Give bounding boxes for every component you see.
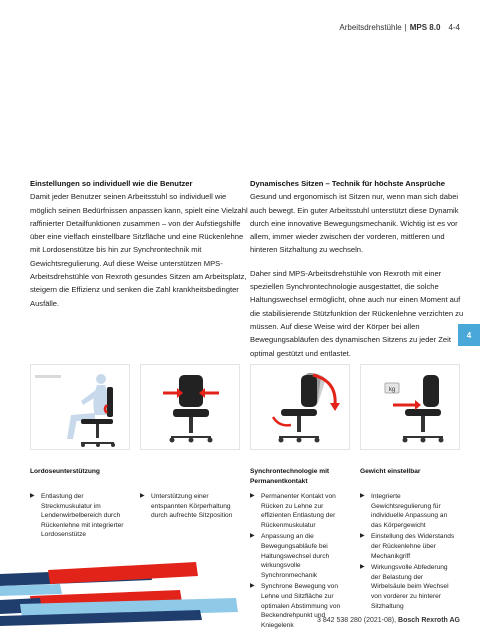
list-item [250,532,346,580]
arrow-right-icon: ▶ [30,493,35,499]
bullets-synchron [250,492,346,632]
footer-code: 3 842 538 280 (2021-08), [317,617,397,624]
list-item [140,492,236,521]
right-paragraph-1: Gesund und ergonomisch ist Sitzen nur, wenn man sich dabei auch bewegt. Ein guter Arbeitsstuhl unterstützt diese Dynamik durch eine innovative Bewegungsmechanik. Wichtig ist es vor allem, immer wieder zwischen der vorderen, mittleren und hinteren Sitzhaltung zu wechseln. [250,192,459,255]
bullets-lordose [30,492,126,542]
figure-weight [360,364,460,450]
bullet-text: Unterstützung einer entspannten Körperhaltung durch aufrechte Sitzposition [151,493,233,520]
chair-front-illustration [141,365,240,450]
decorative-stripes [0,560,240,640]
list-item [360,532,456,561]
arrow-right-icon: ▶ [360,564,365,571]
caption-lordose: Lordoseunterstützung [30,468,100,475]
list-item [30,492,126,540]
arrow-right-icon: ▶ [360,533,365,540]
weight-kg-label: kg [388,387,396,393]
list-item [360,563,456,611]
figure-synchron [250,364,350,450]
figure-upright-support [140,364,240,450]
lordose-illustration [31,365,130,450]
synchron-chair-illustration [251,365,350,450]
page-footer [317,617,460,624]
bullet-text: Synchrone Bewegung von Lehne und Sitzfläche zur optimalen Abstimmung von Beckendrehpunkt und Kniegelenk [261,583,341,629]
arrow-right-icon: ▶ [250,533,255,540]
figure-lordose [30,364,130,450]
bullet-text: Anpassung an die Bewegungsabläufe bei Haltungswechsel durch wirkungsvolle Synchronmechanik [261,533,330,579]
header-title: Arbeitsdrehstühle [339,23,402,32]
left-body: Damit jeder Benutzer seinen Arbeitsstuhl so individuell wie möglich seinen Bedürfnissen anpassen kann, spielt eine Vielzahl raffinierter Detailfunktionen zusammen – von der Aufstiegshilfe über eine vielfach einstellbare Sitzfläche und eine Rückenlehne mit Lordosenstütze bis hin zur Synchrontechnik mit Gewichtsregulierung. Auf diese Weise unterstützen MPS-Arbeitsdrehstühle von Rexroth gesundes Sitzen am Arbeitsplatz, steigern die Effizienz und senken die Zahl krankheitsbedingter Ausfälle. [30,192,248,308]
page-header [339,23,460,32]
page-number: 4-4 [448,23,460,32]
bullets-upright [140,492,236,523]
list-item [250,492,346,530]
left-heading: Einstellungen so individuell wie die Benutzer [30,179,193,188]
footer-brand: Bosch Rexroth AG [398,617,460,624]
weight-chair-illustration [361,365,460,450]
arrow-right-icon: ▶ [250,583,255,590]
list-item [360,492,456,530]
arrow-right-icon: ▶ [140,493,145,499]
bullet-text: Integrierte Gewichtsregulierung für individuelle Anpassung an das Körpergewicht [371,493,448,529]
bullet-text: Entlastung der Streckmuskulatur im Lendenwirbelbereich durch Rückenlehne mit integrierter Lordosenstütze [41,493,124,539]
section-tab: 4 [458,324,480,346]
header-separator: | [404,23,407,32]
bullet-text: Wirkungsvolle Abfederung der Belastung der Wirbelsäule beim Wechsel von vorderer zu hinterer Sitzhaltung [371,564,449,610]
header-brand: MPS 8.0 [409,23,441,32]
bullet-text: Einstellung des Widerstands der Rückenlehne über Mechanikgriff [371,533,455,560]
right-text-column [250,177,468,360]
caption-synchron: Synchrontechnologie mit Permanentkontakt [250,468,330,485]
arrow-right-icon: ▶ [360,493,365,499]
bullet-text: Permanenter Kontakt von Rücken zu Lehne zur effizienten Entlastung der Rückenmuskulatur [261,493,336,529]
arrow-right-icon: ▶ [250,493,255,499]
right-heading: Dynamisches Sitzen – Technik für höchste Ansprüche [250,179,445,188]
bullets-gewicht [360,492,456,613]
caption-gewicht: Gewicht einstellbar [360,468,421,475]
left-text-column [30,177,248,310]
right-paragraph-2: Daher sind MPS-Arbeitsdrehstühle von Rexroth mit einer speziellen Synchrontechnologie ausgestattet, die solche Haltungswechsel ermöglicht, ohne auch nur einen Moment auf die stabilisierende Stützfunktion der Rückenlehne verzichten zu müssen. Auf diese Weise wird der Körper bei allen Bewegungsabläufen des dynamischen Sitzens zu jeder Zeit optimal gestützt und entlastet. [250,268,464,358]
